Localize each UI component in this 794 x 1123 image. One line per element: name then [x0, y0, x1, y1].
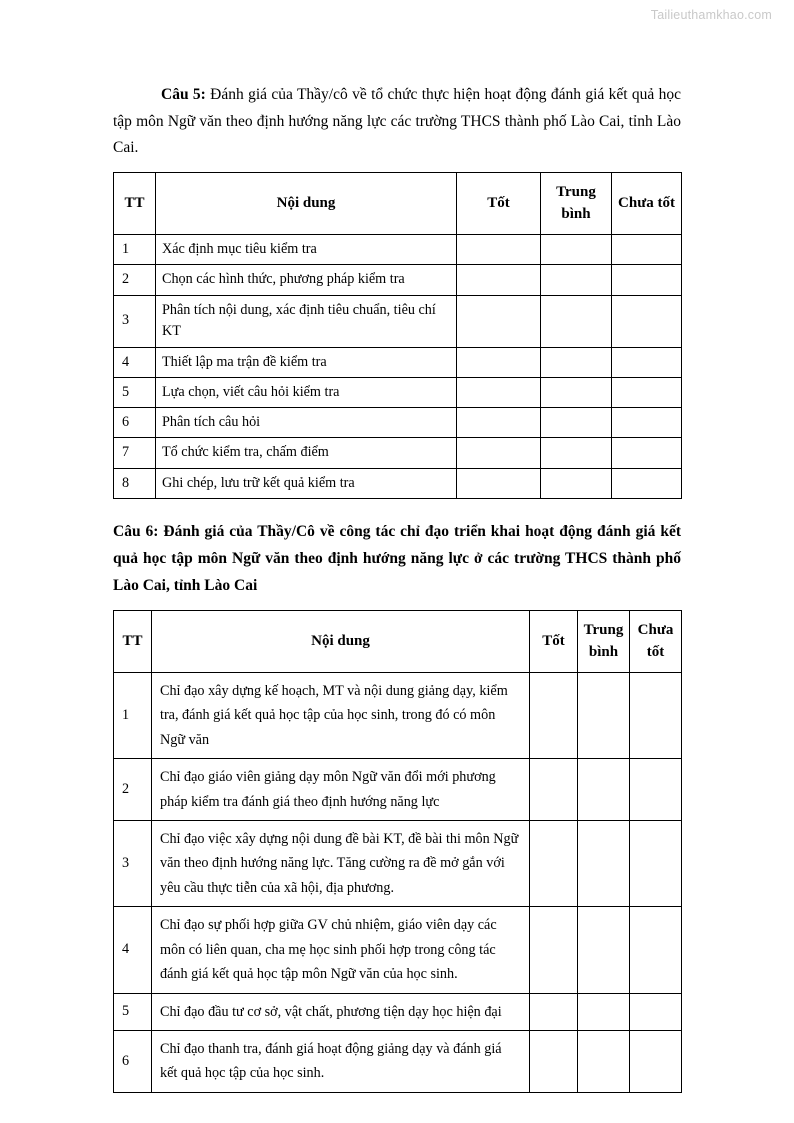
cell-tot[interactable]: [530, 759, 578, 821]
cell-tot[interactable]: [457, 438, 541, 468]
column-header-noidung: Nội dung: [152, 610, 530, 672]
column-header-tot: Tốt: [457, 172, 541, 234]
cell-chuatot[interactable]: [612, 295, 682, 347]
cell-trungbinh[interactable]: [541, 347, 612, 377]
row-number: 2: [114, 265, 156, 295]
table-row: [114, 821, 682, 907]
row-number: 4: [114, 347, 156, 377]
column-header-tt: TT: [114, 610, 152, 672]
row-number: 2: [114, 759, 152, 821]
cell-trungbinh[interactable]: [578, 993, 630, 1030]
cell-tot[interactable]: [457, 265, 541, 295]
cell-chuatot[interactable]: [612, 408, 682, 438]
watermark-text: Tailieuthamkhao.com: [650, 8, 772, 22]
table-row: [114, 438, 682, 468]
row-content: Phân tích nội dung, xác định tiêu chuẩn, tiêu chí KT: [156, 295, 457, 347]
row-content: Tổ chức kiểm tra, chấm điểm: [156, 438, 457, 468]
cell-trungbinh[interactable]: [541, 295, 612, 347]
question-5-text: Đánh giá của Thầy/cô về tổ chức thực hiện hoạt động đánh giá kết quả học tập môn Ngữ văn theo định hướng năng lực các trường THCS thành phố Lào Cai, tỉnh Lào Cai.: [113, 86, 681, 157]
document-content: [113, 82, 681, 1113]
column-header-trungbinh: Trung bình: [541, 172, 612, 234]
cell-tot[interactable]: [457, 408, 541, 438]
cell-trungbinh[interactable]: [578, 672, 630, 758]
cell-tot[interactable]: [530, 821, 578, 907]
cell-tot[interactable]: [530, 1031, 578, 1093]
cell-trungbinh[interactable]: [541, 438, 612, 468]
row-content: Phân tích câu hỏi: [156, 408, 457, 438]
row-content: Lựa chọn, viết câu hỏi kiểm tra: [156, 377, 457, 407]
cell-tot[interactable]: [457, 295, 541, 347]
cell-tot[interactable]: [530, 907, 578, 993]
row-number: 6: [114, 1031, 152, 1093]
table-row: [114, 907, 682, 993]
table-row: [114, 234, 682, 264]
table-row: [114, 468, 682, 498]
cell-trungbinh[interactable]: [541, 234, 612, 264]
survey-table-question-6: [113, 610, 682, 1093]
cell-trungbinh[interactable]: [541, 377, 612, 407]
question-5-label: Câu 5:: [161, 86, 206, 103]
table-row: [114, 408, 682, 438]
row-number: 3: [114, 295, 156, 347]
cell-tot[interactable]: [457, 468, 541, 498]
cell-chuatot[interactable]: [630, 1031, 682, 1093]
row-content: Chỉ đạo thanh tra, đánh giá hoạt động giảng dạy và đánh giá kết quả học tập của học sinh.: [152, 1031, 530, 1093]
question-6-paragraph: Câu 6: Đánh giá của Thầy/Cô về công tác chỉ đạo triển khai hoạt động đánh giá kết quả học tập môn Ngữ văn theo định hướng năng lực ở các trường THCS thành phố Lào Cai, tỉnh Lào Cai: [113, 523, 681, 594]
table-row: [114, 759, 682, 821]
row-content: Chỉ đạo đầu tư cơ sở, vật chất, phương tiện dạy học hiện đại: [152, 993, 530, 1030]
row-content: Xác định mục tiêu kiểm tra: [156, 234, 457, 264]
survey-table-question-5: [113, 172, 682, 499]
table-row: [114, 347, 682, 377]
row-content: Chỉ đạo sự phối hợp giữa GV chủ nhiệm, giáo viên dạy các môn có liên quan, cha mẹ học sinh phối hợp trong công tác đánh giá kết quả học tập môn Ngữ văn của học sinh.: [152, 907, 530, 993]
cell-chuatot[interactable]: [630, 821, 682, 907]
cell-tot[interactable]: [530, 993, 578, 1030]
row-number: 1: [114, 672, 152, 758]
cell-tot[interactable]: [530, 672, 578, 758]
row-content: Chọn các hình thức, phương pháp kiểm tra: [156, 265, 457, 295]
cell-chuatot[interactable]: [612, 438, 682, 468]
row-number: 6: [114, 408, 156, 438]
table-header-row: [114, 172, 682, 234]
column-header-tot: Tốt: [530, 610, 578, 672]
cell-chuatot[interactable]: [630, 907, 682, 993]
table-row: [114, 295, 682, 347]
cell-chuatot[interactable]: [612, 377, 682, 407]
cell-chuatot[interactable]: [612, 468, 682, 498]
cell-tot[interactable]: [457, 377, 541, 407]
row-content: Ghi chép, lưu trữ kết quả kiểm tra: [156, 468, 457, 498]
table-row: [114, 993, 682, 1030]
row-content: Thiết lập ma trận đề kiểm tra: [156, 347, 457, 377]
cell-trungbinh[interactable]: [578, 759, 630, 821]
column-header-trungbinh: Trung bình: [578, 610, 630, 672]
cell-tot[interactable]: [457, 347, 541, 377]
column-header-noidung: Nội dung: [156, 172, 457, 234]
cell-trungbinh[interactable]: [541, 468, 612, 498]
row-content: Chỉ đạo việc xây dựng nội dung đề bài KT, đề bài thi môn Ngữ văn theo định hướng năng lực. Tăng cường ra đề mở gắn với yêu cầu thực tiễn của xã hội, địa phương.: [152, 821, 530, 907]
table-row: [114, 672, 682, 758]
cell-chuatot[interactable]: [612, 265, 682, 295]
cell-trungbinh[interactable]: [541, 408, 612, 438]
question-5-paragraph: [113, 82, 681, 162]
row-number: 5: [114, 993, 152, 1030]
cell-trungbinh[interactable]: [578, 821, 630, 907]
cell-chuatot[interactable]: [630, 993, 682, 1030]
table-row: [114, 377, 682, 407]
column-header-tt: TT: [114, 172, 156, 234]
cell-trungbinh[interactable]: [541, 265, 612, 295]
table-row: [114, 1031, 682, 1093]
cell-trungbinh[interactable]: [578, 1031, 630, 1093]
table-header-row: [114, 610, 682, 672]
cell-trungbinh[interactable]: [578, 907, 630, 993]
row-number: 7: [114, 438, 156, 468]
row-number: 1: [114, 234, 156, 264]
cell-chuatot[interactable]: [630, 672, 682, 758]
row-number: 4: [114, 907, 152, 993]
table-row: [114, 265, 682, 295]
row-content: Chỉ đạo giáo viên giảng dạy môn Ngữ văn đổi mới phương pháp kiểm tra đánh giá theo định hướng năng lực: [152, 759, 530, 821]
cell-chuatot[interactable]: [612, 234, 682, 264]
row-number: 3: [114, 821, 152, 907]
column-header-chuatot: Chưa tốt: [630, 610, 682, 672]
cell-tot[interactable]: [457, 234, 541, 264]
column-header-chuatot: Chưa tốt: [612, 172, 682, 234]
cell-chuatot[interactable]: [630, 759, 682, 821]
row-number: 8: [114, 468, 156, 498]
row-number: 5: [114, 377, 156, 407]
cell-chuatot[interactable]: [612, 347, 682, 377]
row-content: Chỉ đạo xây dựng kế hoạch, MT và nội dung giảng dạy, kiểm tra, đánh giá kết quả học tập của học sinh, trong đó có môn Ngữ văn: [152, 672, 530, 758]
